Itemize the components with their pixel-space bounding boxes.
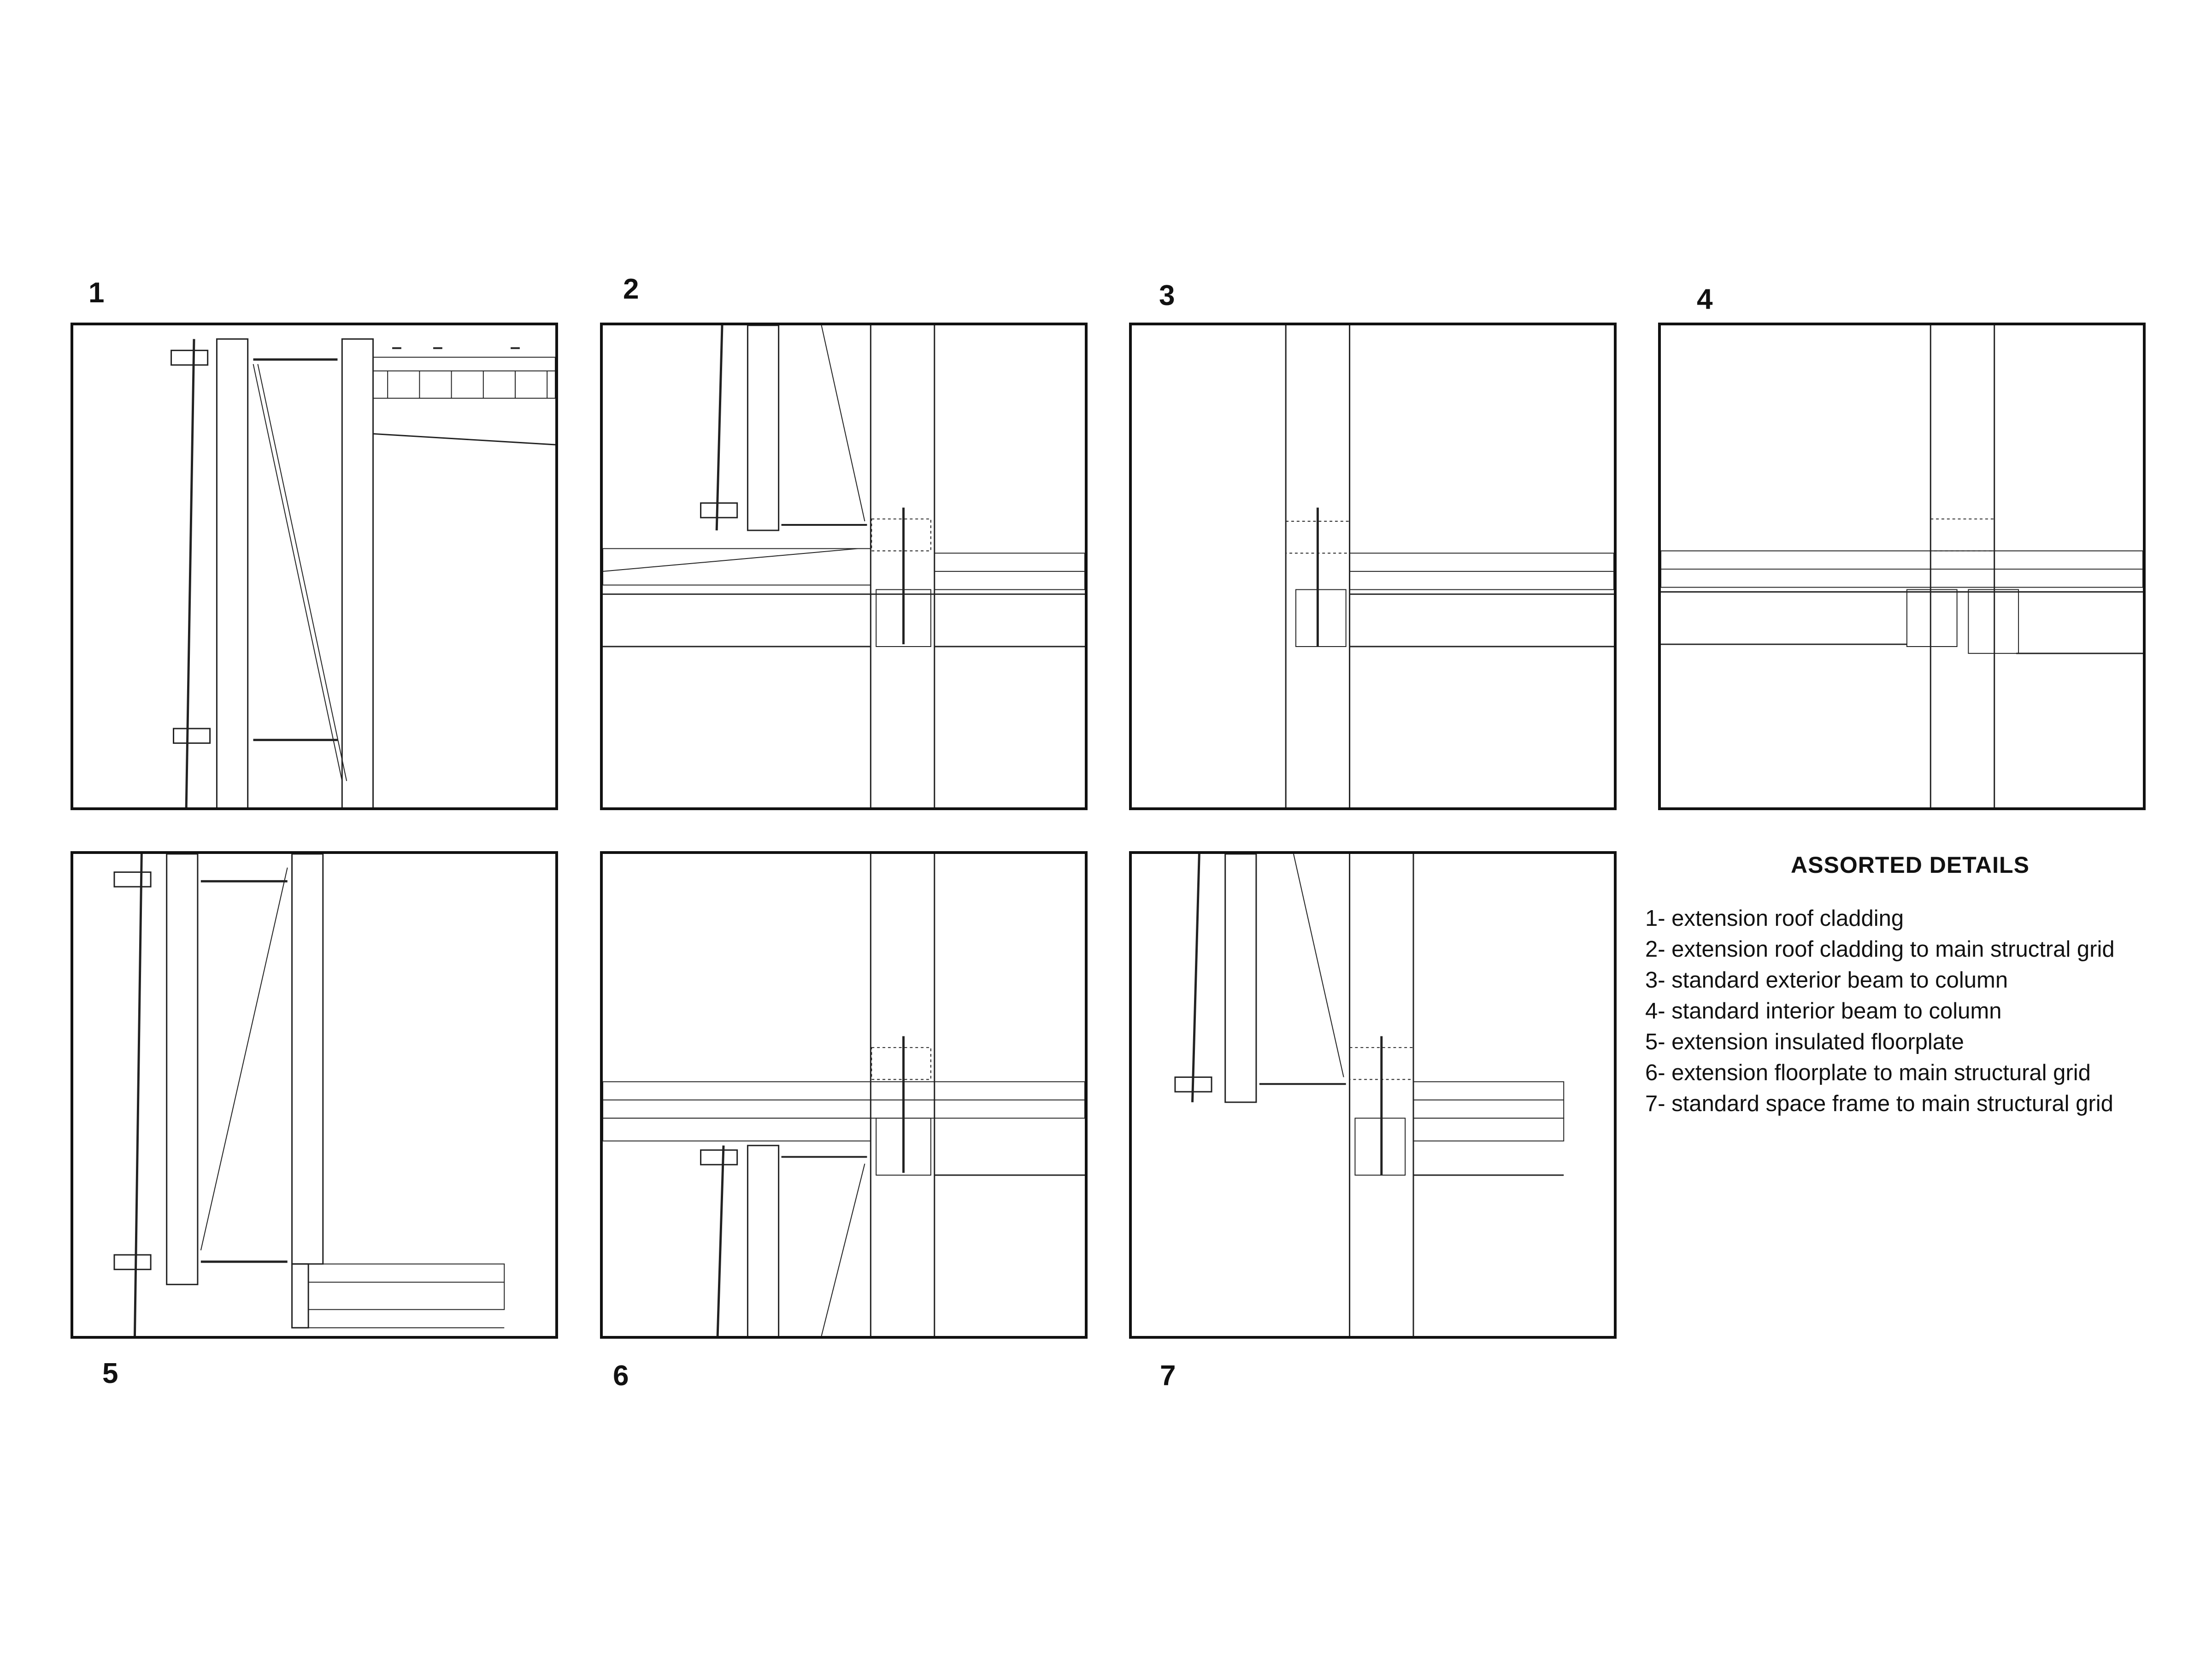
detail-panel-7 <box>1129 851 1617 1339</box>
detail-panel-1 <box>71 323 558 810</box>
detail-6-drawing <box>603 854 1085 1336</box>
detail-5-drawing <box>73 854 555 1336</box>
detail-3-drawing <box>1132 325 1614 807</box>
legend-item-3: 3- standard exterior beam to column <box>1645 968 2008 993</box>
legend-title: ASSORTED DETAILS <box>1791 852 2030 878</box>
detail-panel-6 <box>600 851 1088 1339</box>
panel-1-number: 1 <box>88 277 105 309</box>
legend-item-2: 2- extension roof cladding to main structral grid <box>1645 937 2115 962</box>
detail-4-drawing <box>1661 325 2143 807</box>
legend-item-6: 6- extension floorplate to main structural grid <box>1645 1060 2091 1085</box>
detail-panel-4 <box>1658 323 2146 810</box>
detail-2-drawing <box>603 325 1085 807</box>
legend-item-7: 7- standard space frame to main structural grid <box>1645 1091 2113 1116</box>
panel-4-number: 4 <box>1697 283 1713 315</box>
detail-panel-2 <box>600 323 1088 810</box>
detail-7-drawing <box>1132 854 1614 1336</box>
detail-panel-3 <box>1129 323 1617 810</box>
panel-6-number: 6 <box>613 1360 629 1392</box>
legend-item-4: 4- standard interior beam to column <box>1645 999 2002 1024</box>
detail-1-drawing <box>73 325 555 807</box>
panel-5-number: 5 <box>102 1358 118 1389</box>
panel-7-number: 7 <box>1160 1360 1176 1392</box>
panel-3-number: 3 <box>1159 280 1175 312</box>
legend-item-5: 5- extension insulated floorplate <box>1645 1030 1964 1054</box>
detail-panel-5 <box>71 851 558 1339</box>
legend-list <box>1645 903 2115 1119</box>
legend-item-1: 1- extension roof cladding <box>1645 906 1904 931</box>
panel-2-number: 2 <box>623 273 639 305</box>
